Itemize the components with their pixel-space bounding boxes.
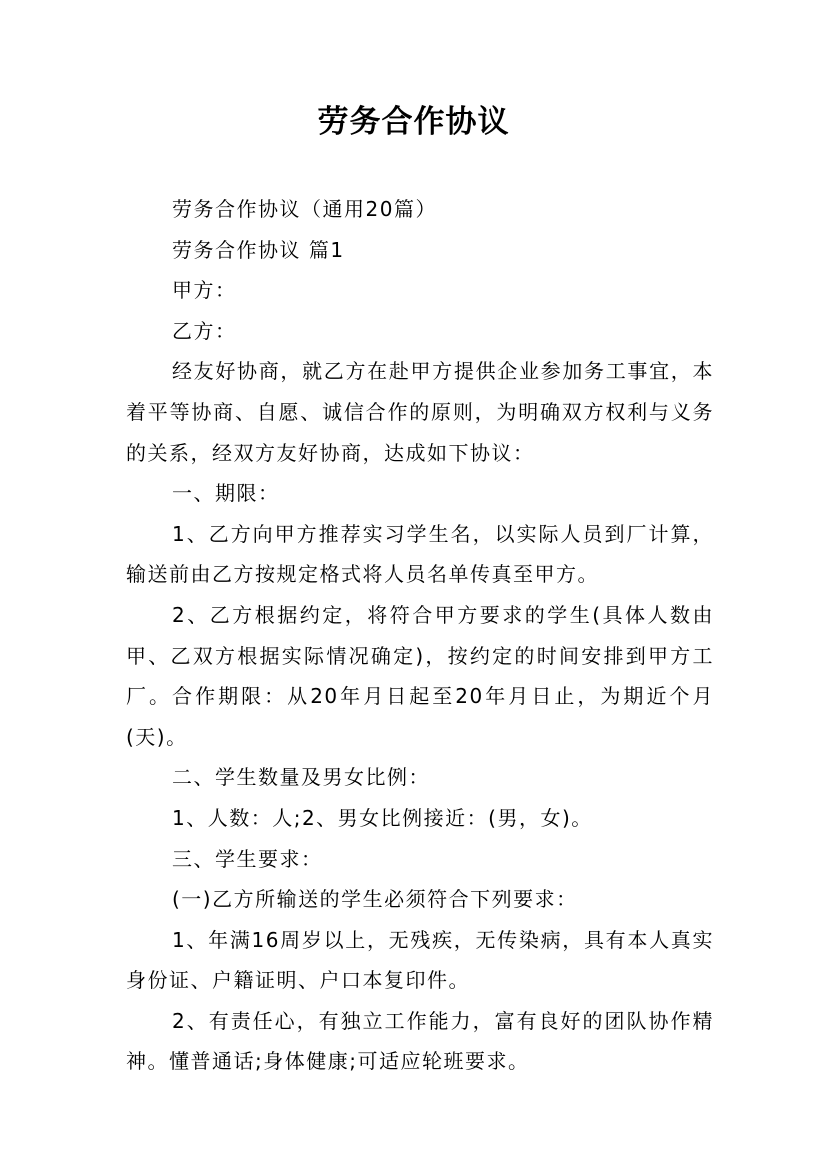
- paragraph-requirements-item-2: 2、有责任心，有独立工作能力，富有良好的团队协作精神。懂普通话;身体健康;可适应轮班要求。: [126, 1008, 714, 1074]
- paragraph-term-item-2: 2、乙方根据约定，将符合甲方要求的学生(具体人数由甲、乙双方根据实际情况确定)，按约定的时间安排到甲方工厂。合作期限：从20年月日起至20年月日止，为期近个月(天)。: [126, 602, 714, 749]
- paragraph-party-a: 甲方：: [172, 278, 237, 303]
- paragraph-requirements-intro: (一)乙方所输送的学生必须符合下列要求：: [172, 887, 578, 912]
- paragraph-quantity-item: 1、人数：人;2、男女比例接近：(男，女)。: [172, 805, 593, 830]
- paragraph-section-heading: 劳务合作协议 篇1: [172, 237, 345, 262]
- paragraph-subtitle: 劳务合作协议（通用20篇）: [172, 197, 437, 221]
- document-title: 劳务合作协议: [317, 104, 510, 140]
- document-body: [126, 189, 714, 1082]
- paragraph-party-b: 乙方：: [172, 318, 237, 343]
- paragraph-term-heading: 一、期限：: [172, 481, 280, 506]
- paragraph-requirements-item-1: 1、年满16周岁以上，无残疾，无传染病，具有本人真实身份证、户籍证明、户口本复印件。: [126, 927, 714, 993]
- paragraph-preamble: 经友好协商，就乙方在赴甲方提供企业参加务工事宜，本着平等协商、自愿、诚信合作的原则，为明确双方权利与义务的关系，经双方友好协商，达成如下协议：: [126, 359, 714, 465]
- paragraph-term-item-1: 1、乙方向甲方推荐实习学生名，以实际人员到厂计算，输送前由乙方按规定格式将人员名单传真至甲方。: [126, 521, 714, 587]
- paragraph-quantity-heading: 二、学生数量及男女比例：: [172, 765, 430, 790]
- paragraph-requirements-heading: 三、学生要求：: [172, 846, 323, 871]
